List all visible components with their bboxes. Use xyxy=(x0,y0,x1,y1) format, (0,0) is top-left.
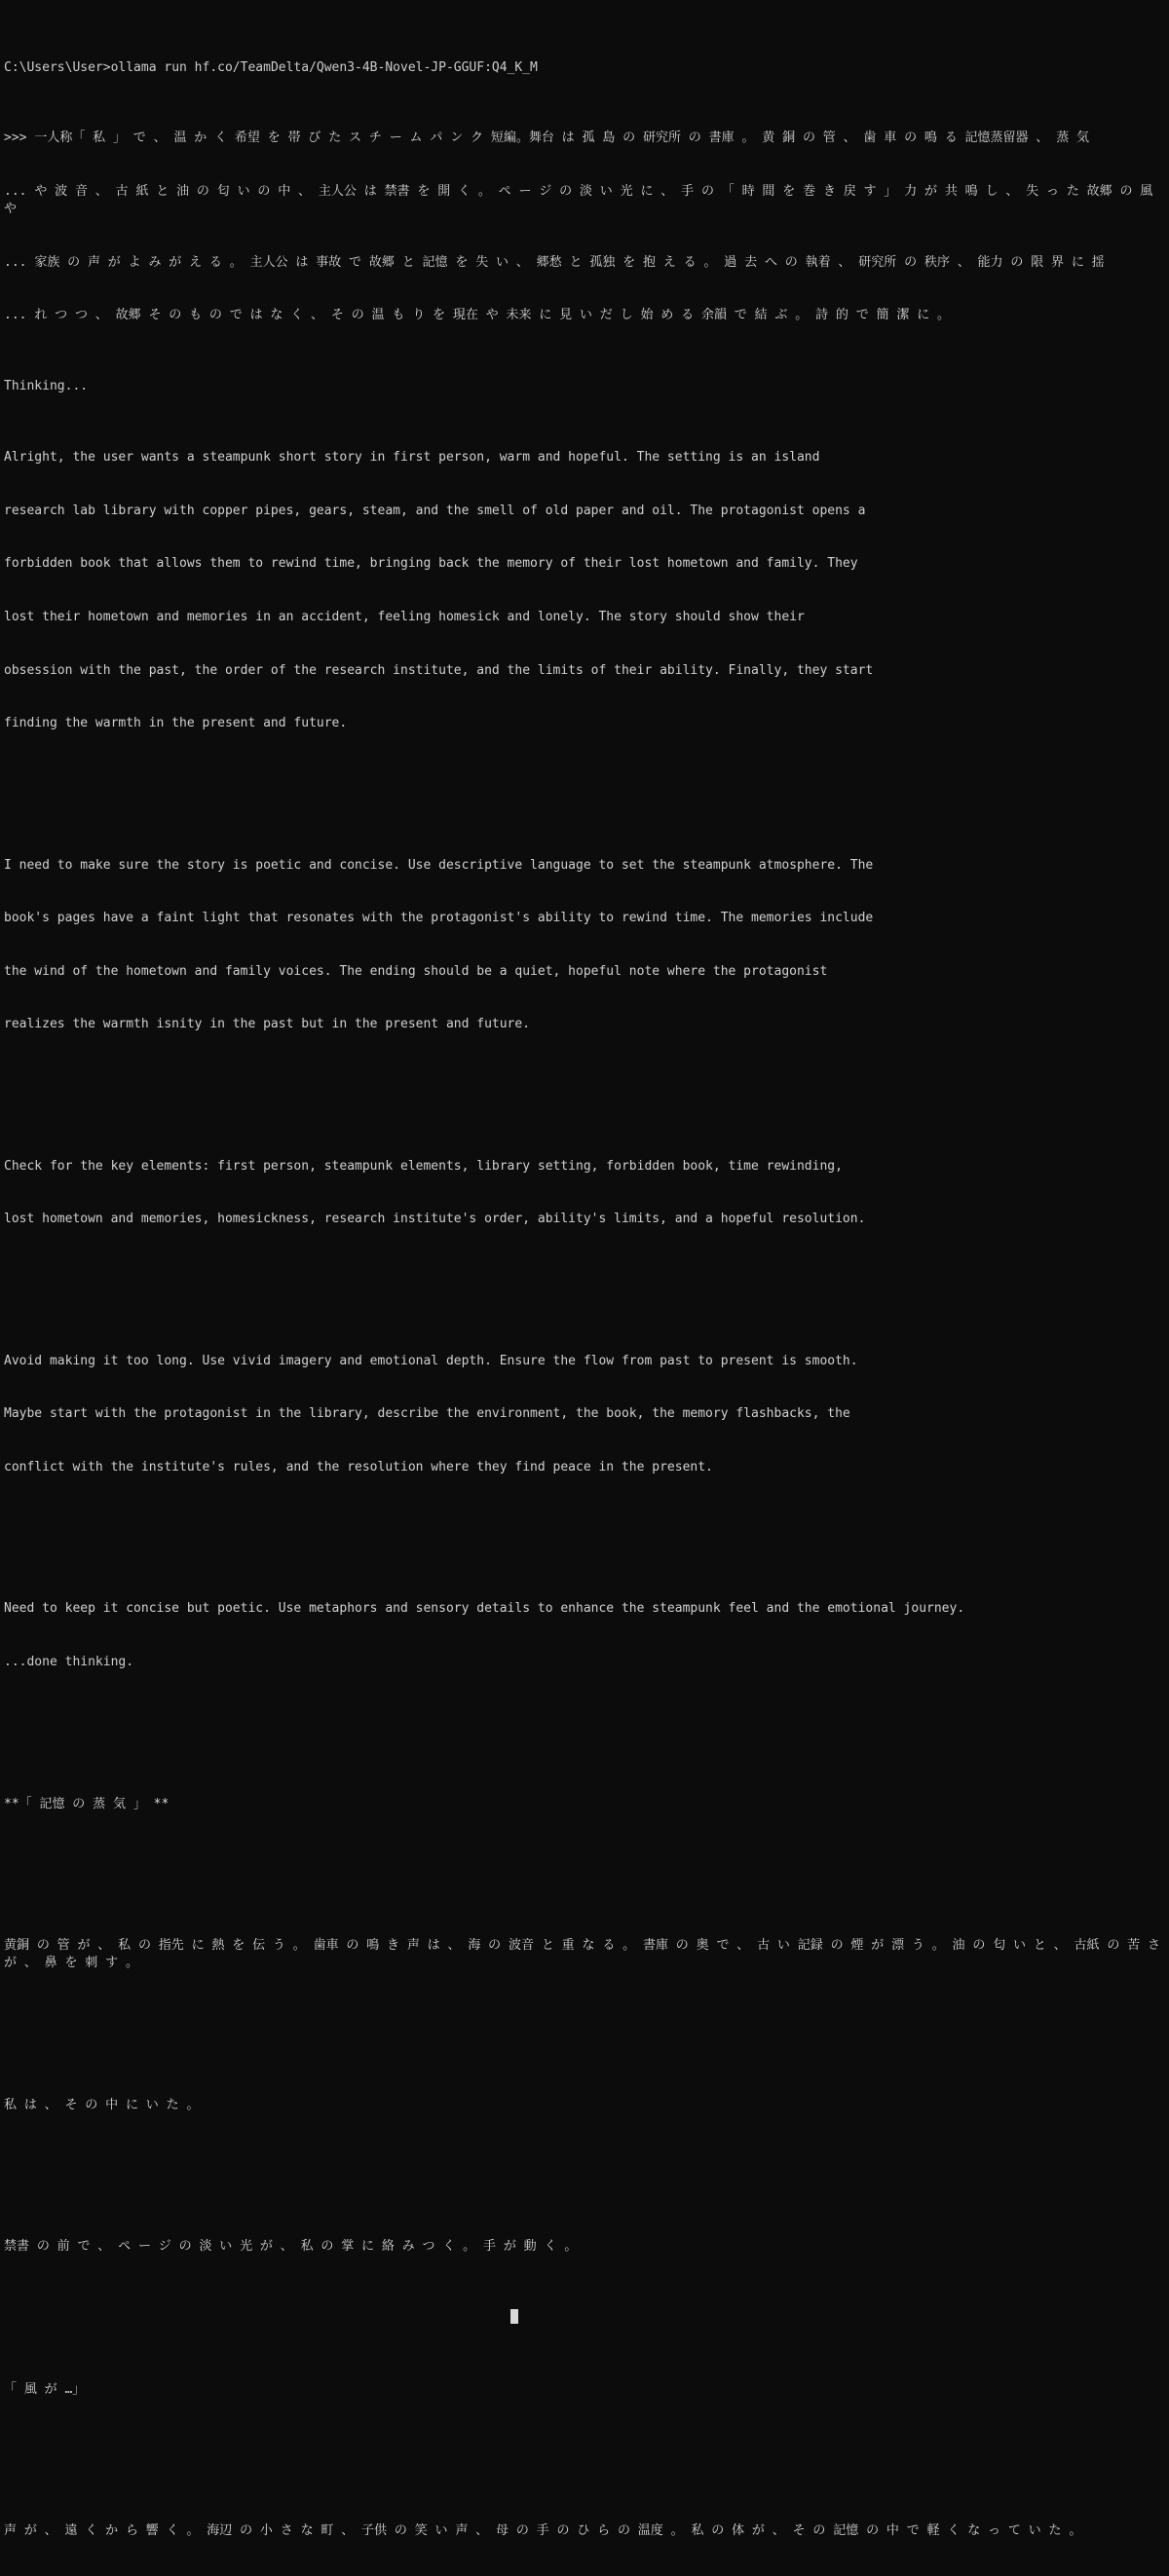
user-prompt-line-4 xyxy=(4,307,1163,324)
thinking-end-label: ...done thinking. xyxy=(4,1655,134,1670)
story-paragraph: 禁書 の 前 で 、 ペ ー ジ の 淡 い 光 が 、 私 の 掌 に 絡 み つ く 。 手 が 動 く 。 xyxy=(4,2238,578,2254)
blank-line xyxy=(4,2451,1163,2469)
blank-line xyxy=(4,1866,1163,1884)
thinking-line: Check for the key elements: first person, steampunk elements, library setting, forbidden book, time rewinding, xyxy=(4,1158,843,1174)
thinking-line: I need to make sure the story is poetic and concise. Use descriptive language to set the steampunk atmosphere. The xyxy=(4,857,874,873)
thinking-line: Avoid making it too long. Use vivid imagery and emotional depth. Ensure the flow from past to present is smooth. xyxy=(4,1353,858,1368)
blank-line xyxy=(4,1087,1163,1104)
blank-line xyxy=(4,2167,1163,2184)
thinking-line: Alright, the user wants a steampunk short story in first person, warm and hopeful. The setting is an island xyxy=(4,450,820,466)
prompt-marker: >>> xyxy=(4,131,27,146)
story-paragraph: 「 風 が …」 xyxy=(4,2381,86,2397)
thinking-line: Need to keep it concise but poetic. Use metaphors and sensory details to enhance the steampunk feel and the emotional journey. xyxy=(4,1601,965,1617)
thinking-line: finding the warmth in the present and future. xyxy=(4,716,348,731)
command-line xyxy=(4,59,1163,77)
blank-line xyxy=(4,2026,1163,2043)
command-text: ollama run hf.co/TeamDelta/Qwen3-4B-Novel-JP-GGUF:Q4_K_M xyxy=(110,59,538,75)
story-paragraph: 黄銅 の 管 が 、 私 の 指先 に 熱 を 伝 う 。 歯車 の 鳴 き 声 は 、 海 の 波音 と 重 な る 。 書庫 の 奥 で 、 古 い 記録 の 煙 が 漂 う 。 油 の 匂 い と 、 古紙 の 苦 さ が 、 鼻 を 刺 す 。 xyxy=(4,1937,1168,1971)
shell-prompt: C:\Users\User> xyxy=(4,59,111,75)
prompt-marker: ... xyxy=(4,308,27,323)
story-title: **「 記憶 の 蒸 気 」 ** xyxy=(4,1796,170,1811)
user-prompt-text: れ つ つ 、 故郷 そ の も の で は な く 、 そ の 温 も り を 現在 や 未来 に 見 い だ し 始 め る 余韻 で 結 ぶ 。 詩 的 で 簡 潔 に 。 xyxy=(34,308,951,323)
blank-line xyxy=(4,1282,1163,1299)
story-paragraph: 声 が 、 遠 く か ら 響 く 。 海辺 の 小 さ な 町 、 子供 の 笑 い 声 、 母 の 手 の ひ ら の 温度 。 私 の 体 が 、 そ の 記憶 の 中 で 軽 く な っ て い た 。 xyxy=(4,2523,1082,2539)
user-prompt-text: や 波 音 、 古 紙 と 油 の 匂 い の 中 、 主人公 は 禁書 を 開 く 。 ペ ー ジ の 淡 い 光 に 、 手 の 「 時 間 を 巻 き 戻 す 」 力 が 共 鳴 し 、 失 っ た 故郷 の 風 や xyxy=(4,184,1161,217)
user-prompt-line-1 xyxy=(4,130,1163,147)
blank-line xyxy=(4,1530,1163,1548)
blank-line xyxy=(4,786,1163,803)
prompt-marker: ... xyxy=(4,184,27,200)
thinking-line: forbidden book that allows them to rewind time, bringing back the memory of their lost hometown and family. They xyxy=(4,556,858,572)
user-prompt-text: 一人称「 私 」 で 、 温 か く 希望 を 帯 び た ス チ ー ム パ ン ク 短編。舞台 は 孤 島 の 研究所 の 書庫 。 黄 銅 の 管 、 歯 車 の 鳴 る 記憶蒸留器 、 蒸 気 xyxy=(34,131,1090,146)
prompt-marker: ... xyxy=(4,254,27,270)
thinking-start-label: Thinking... xyxy=(4,379,89,394)
thinking-line: realizes the warmth isnity in the past but in the present and future. xyxy=(4,1017,531,1032)
user-prompt-line-3 xyxy=(4,254,1163,272)
cursor-line xyxy=(4,2309,1163,2328)
thinking-line: conflict with the institute's rules, and the resolution where they find peace in the present. xyxy=(4,1460,713,1475)
user-prompt-line-2 xyxy=(4,183,1163,218)
story-paragraph: 私 は 、 そ の 中 に い た 。 xyxy=(4,2097,200,2112)
thinking-line: obsession with the past, the order of the research institute, and the limits of their ability. Finally, they start xyxy=(4,662,874,678)
thinking-line: lost their hometown and memories in an accident, feeling homesick and lonely. The story should show their xyxy=(4,609,805,624)
thinking-line: lost hometown and memories, homesickness, research institute's order, ability's limits, and a hopeful resolution. xyxy=(4,1212,866,1227)
text-cursor xyxy=(510,2309,518,2324)
user-prompt-text: 家族 の 声 が よ み が え る 。 主人公 は 事故 で 故郷 と 記憶 を 失 い 、 郷愁 と 孤独 を 抱 え る 。 過 去 へ の 執着 、 研究所 の 秩序 、 能力 の 限 界 に 揺 xyxy=(34,254,1105,270)
thinking-line: research lab library with copper pipes, gears, steam, and the smell of old paper and oil. The protagonist opens a xyxy=(4,503,866,518)
thinking-line: the wind of the hometown and family voices. The ending should be a quiet, hopeful note where the protagonist xyxy=(4,963,828,979)
thinking-line: book's pages have a faint light that resonates with the protagonist's ability to rewind time. The memories include xyxy=(4,911,874,926)
thinking-line: Maybe start with the protagonist in the library, describe the environment, the book, the memory flashbacks, the xyxy=(4,1406,850,1422)
blank-line xyxy=(4,1725,1163,1742)
